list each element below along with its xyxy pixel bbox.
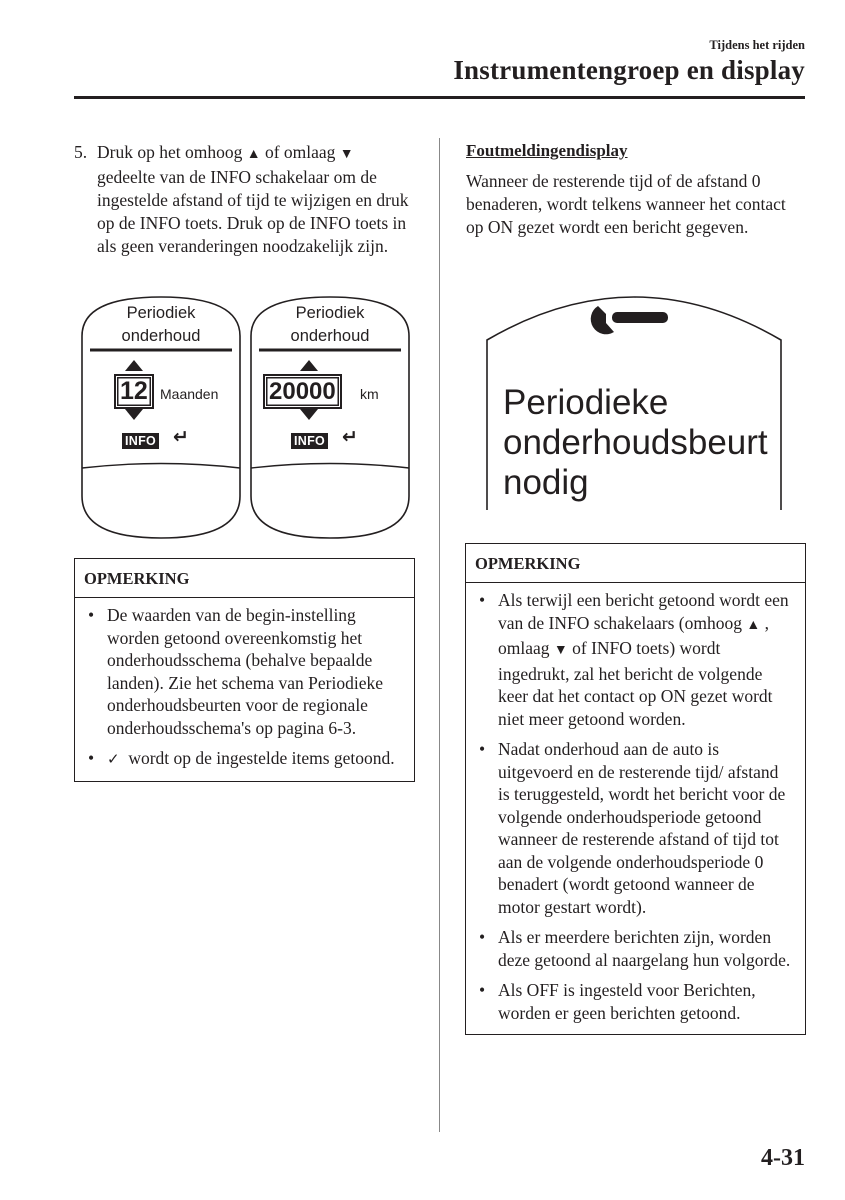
running-header-section: Tijdens het rijden	[709, 38, 805, 52]
note-list	[466, 583, 805, 1034]
checkmark-icon: ✓	[107, 750, 120, 768]
display-message: Periodieke onderhoudsbeurt nodig	[503, 383, 768, 502]
bullet-icon: •	[479, 927, 486, 947]
gauge-value: 12	[114, 374, 154, 409]
note-list	[75, 598, 414, 781]
down-triangle-icon: ▼	[339, 147, 354, 162]
note-bullet: • Als terwijl een bericht getoond wordt een van de INFO schakelaars (omhoog ▲ , omlaag ▼ of INFO toets) wordt ingedrukt, zal het bericht de volgende keer dat het contact op ON gezet wordt niet meer getoond worden.	[479, 590, 789, 729]
note-bullet: • Als OFF is ingesteld voor Berichten, worden er geen berichten getoond.	[479, 980, 756, 1023]
page-title: Instrumentengroep en display	[453, 55, 805, 85]
step-number: 5.	[74, 142, 88, 162]
step-5	[74, 141, 419, 258]
gauge-maintenance-months	[81, 296, 241, 539]
gauge-maintenance-distance	[250, 296, 410, 539]
enter-arrow-icon: ↵	[173, 426, 189, 448]
bullet-icon: •	[479, 739, 486, 759]
bullet-icon: •	[479, 590, 486, 610]
note-heading: OPMERKING	[466, 544, 805, 583]
gauge-label-line2: onderhoud	[290, 327, 370, 345]
note-bullet: • ✓ wordt op de ingestelde items getoond.	[88, 748, 395, 768]
section-body: Wanneer de resterende tijd of de afstand 0 benaderen, wordt telkens wanneer het contact op ON gezet wordt een bericht gegeven.	[466, 171, 786, 237]
bullet-icon: •	[88, 605, 95, 625]
gauge-unit: Maanden	[160, 386, 219, 402]
info-button-icon: INFO	[122, 433, 159, 449]
page-number: 4-31	[761, 1145, 805, 1171]
column-divider	[439, 138, 440, 1132]
bullet-icon: •	[479, 980, 486, 1000]
note-bullet: • Nadat onderhoud aan de auto is uitgevoerd en de resterende tijd/ afstand is teruggesteld, wordt het bericht voor de volgende onderhoudsperiode getoond wanneer de resterende afstand of tijd tot aan de volgende onderhoudsperiode 0 benadert (wordt getoond wanneer de motor gestart wordt).	[479, 739, 786, 917]
gauge-label-line1: Periodiek	[126, 304, 196, 322]
warning-display	[478, 288, 790, 512]
up-triangle-icon: ▲	[746, 617, 761, 633]
enter-arrow-icon: ↵	[342, 426, 358, 448]
note-bullet: • De waarden van de begin-instelling worden getoond overeenkomstig het onderhoudsschema (behalve bepaalde landen). Zie het schema van Periodieke onderhoudsbeurten voor de regionale onderhoudsschema's op pagina 6-3.	[88, 605, 384, 738]
down-triangle-icon: ▼	[553, 643, 568, 658]
gauge-value: 20000	[263, 374, 342, 409]
note-bullet: • Als er meerdere berichten zijn, worden deze getoond al naargelang hun volgorde.	[479, 927, 791, 970]
section-heading: Foutmeldingendisplay	[466, 141, 628, 160]
up-triangle-icon: ▲	[246, 147, 261, 162]
note-box-right	[465, 543, 806, 1035]
gauge-unit: km	[360, 386, 379, 402]
note-heading: OPMERKING	[75, 559, 414, 598]
header-rule	[74, 96, 805, 99]
step-text: Druk op het omhoog ▲ of omlaag ▼ gedeelte van de INFO schakelaar om de ingestelde afstand of tijd te wijzigen en druk op de INFO toets. Druk op de INFO toets in als geen veranderingen noodzakelijk zijn.	[97, 142, 409, 256]
info-button-icon: INFO	[291, 433, 328, 449]
bullet-icon: •	[88, 748, 95, 768]
gauge-label-line2: onderhoud	[121, 327, 201, 345]
note-box-left	[74, 558, 415, 782]
gauge-label-line1: Periodiek	[295, 304, 365, 322]
